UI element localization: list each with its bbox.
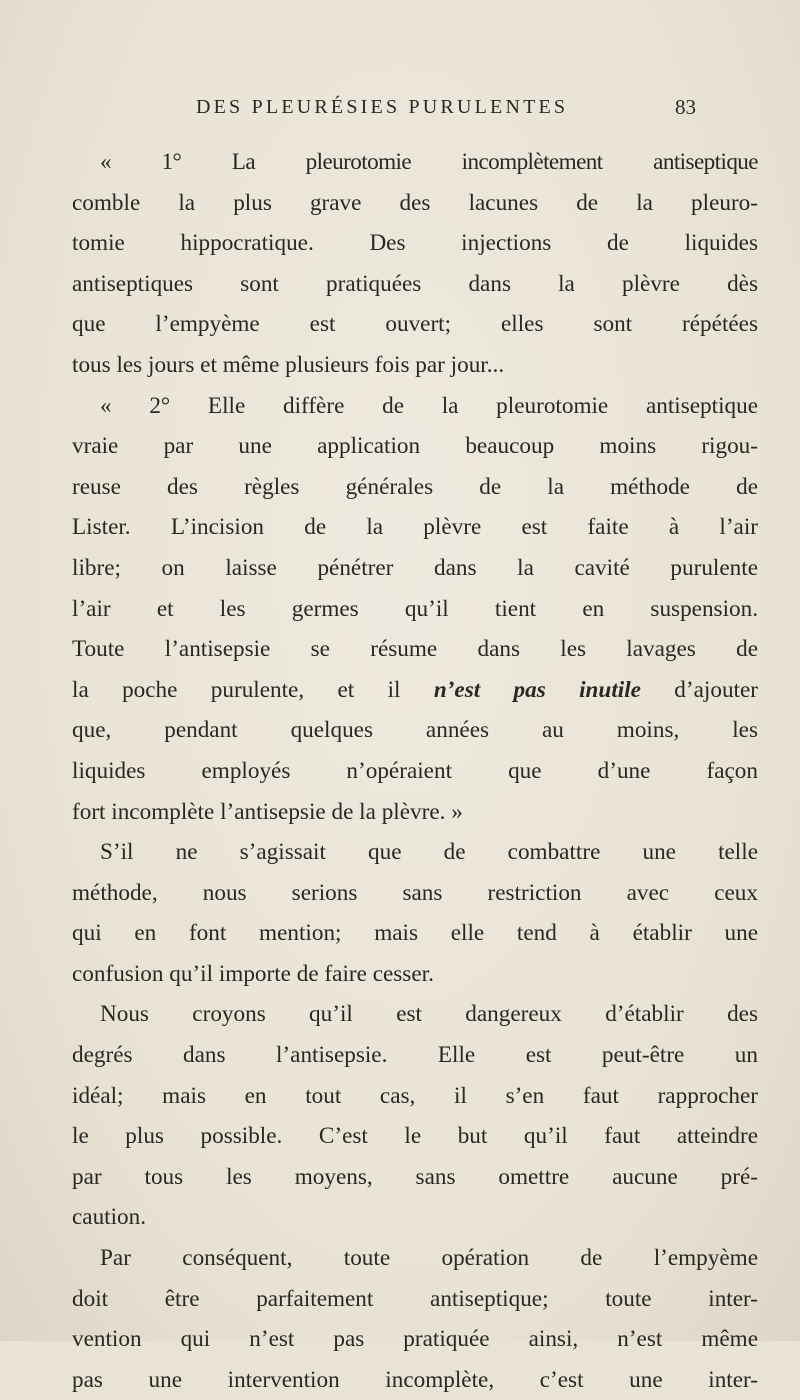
text-line: doit être parfaitement antiseptique; toute inter- (72, 1285, 758, 1312)
text-line: Par conséquent, toute opération de l’empyème (100, 1245, 758, 1272)
text-line: tous les jours et même plusieurs fois par jour... (72, 351, 505, 378)
text-segment: d’ajouter (640, 676, 758, 703)
text-line (72, 670, 758, 711)
emphasis-text: n’est pas inutile (433, 676, 641, 703)
text-line: tomie hippocratique. Des injections de liquides (72, 230, 758, 257)
text-line: reuse des règles générales de la méthode de (72, 473, 758, 500)
text-line: comble la plus grave des lacunes de la pleuro- (72, 189, 758, 216)
text-line: l’air et les germes qu’il tient en suspension. (72, 595, 758, 622)
text-line: libre; on laisse pénétrer dans la cavité purulente (72, 554, 758, 581)
body-text (72, 142, 758, 1400)
text-line: vention qui n’est pas pratiquée ainsi, n’est même (72, 1326, 758, 1353)
page-number: 83 (675, 95, 696, 119)
text-line: degrés dans l’antisepsie. Elle est peut-être un (72, 1042, 758, 1069)
text-line: Lister. L’incision de la plèvre est faite à l’air (72, 514, 758, 541)
text-line: S’il ne s’agissait que de combattre une telle (100, 839, 758, 866)
text-line: qui en font mention; mais elle tend à établir une (72, 920, 758, 947)
text-line: vraie par une application beaucoup moins rigou- (72, 433, 758, 460)
text-segment: la poche purulente, et il (72, 676, 434, 703)
text-line: confusion qu’il importe de faire cesser. (72, 960, 434, 987)
text-line: « 2° Elle diffère de la pleurotomie antiseptique (100, 392, 758, 419)
text-line: méthode, nous serions sans restriction avec ceux (72, 879, 758, 906)
text-line: pas une intervention incomplète, c’est une inter- (72, 1366, 758, 1393)
running-title: DES PLEURÉSIES PURULENTES (196, 96, 569, 118)
running-head (196, 92, 696, 122)
text-line: Nous croyons qu’il est dangereux d’établir des (100, 1001, 758, 1028)
text-line: fort incomplète l’antisepsie de la plèvre. » (72, 798, 463, 825)
text-line: par tous les moyens, sans omettre aucune pré- (72, 1163, 758, 1190)
text-line: Toute l’antisepsie se résume dans les lavages de (72, 636, 758, 663)
text-line: le plus possible. C’est le but qu’il faut atteindre (72, 1123, 758, 1150)
text-line: idéal; mais en tout cas, il s’en faut rapprocher (72, 1082, 758, 1109)
text-line: liquides employés n’opéraient que d’une façon (72, 757, 758, 784)
text-line: caution. (72, 1204, 147, 1231)
text-line: que l’empyème est ouvert; elles sont répétées (72, 311, 758, 338)
text-line: que, pendant quelques années au moins, les (72, 717, 758, 744)
text-line: « 1° La pleurotomie incomplètement antiseptique (100, 149, 758, 175)
text-line: antiseptiques sont pratiquées dans la plèvre dès (72, 270, 758, 297)
